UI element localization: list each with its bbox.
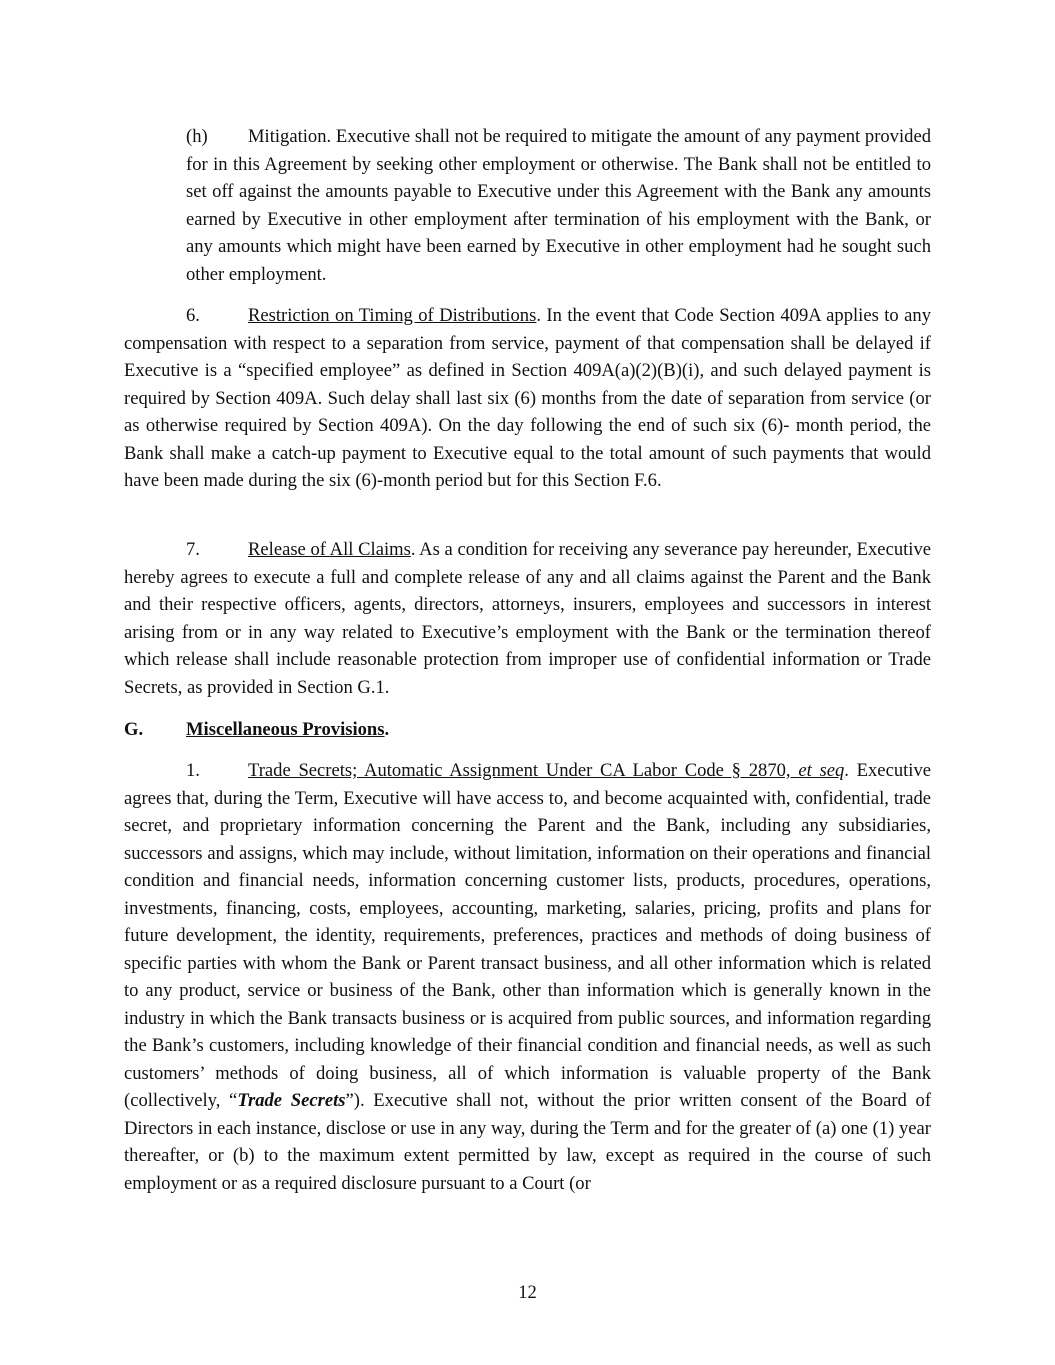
paragraph-7-number: 7. (186, 539, 200, 560)
paragraph-7-text: . As a condition for receiving any severance pay hereunder, Executive hereby agrees to execute a full and complete release of any and all claims against the Parent and the Bank and their respective officers, agents, directors, attorneys, insurers, employees and successors in interest arising from or in any way related to Executive’s employment with the Bank or the termination thereof which release shall include reasonable protection from improper use of confidential information or Trade Secrets, as provided in Section G.1. (124, 539, 931, 698)
paragraph-6 (124, 302, 931, 495)
paragraph-7 (124, 536, 931, 701)
paragraph-g1-title (248, 760, 844, 781)
defined-term-trade-secrets: Trade Secrets (237, 1090, 346, 1111)
paragraph-6-number: 6. (186, 305, 200, 326)
paragraph-7-title: Release of All Claims (248, 539, 411, 560)
paragraph-g1-text-before: . Executive agrees that, during the Term, Executive will have access to, and become acquainted with, confidential, trade secret, and proprietary information concerning the Parent and the Bank, including any subsidiaries, successors and assigns, which may include, without limitation, information on their operations and financial condition and financial needs, information concerning customer lists, products, procedures, operations, investments, financing, costs, employees, accounting, marketing, salaries, pricing, profits and plans for future development, the identity, requirements, preferences, practices and methods of doing business of specific parties with whom the Bank or Parent transact business, and all other information which is related to any product, service or business of the Bank, other than information which is generally known in the industry in which the Bank transacts business or is acquired from public sources, and information regarding the Bank’s customers, including knowledge of their financial condition and financial needs, as well as such customers’ methods of doing business, all of which information is valuable property of the Bank (collectively, “ (124, 760, 931, 1111)
paragraph-h-text: Mitigation. Executive shall not be required to mitigate the amount of any payment provided for in this Agreement by seeking other employment or otherwise. The Bank shall not be entitled to set off against the amounts payable to Executive under this Agreement with the Bank any amounts earned by Executive in other employment after termination of his employment with the Bank, or any amounts which might have been earned by Executive in other employment had he sought such other employment. (186, 126, 931, 285)
paragraph-h-label: (h) (186, 126, 208, 147)
section-g-suffix: . (384, 719, 390, 740)
paragraph-g1-title-italic: et seq (798, 760, 845, 781)
paragraph-g1 (124, 757, 931, 1197)
section-g-letter: G. (124, 719, 144, 740)
section-g-title: Miscellaneous Provisions (186, 719, 385, 740)
paragraph-6-title: Restriction on Timing of Distributions (248, 305, 537, 326)
paragraph-g1-title-text: Trade Secrets; Automatic Assignment Under CA Labor Code § 2870, (248, 760, 799, 781)
section-g-heading (124, 716, 389, 744)
paragraph-g1-number: 1. (186, 760, 200, 781)
paragraph-g1-text-after: ”). Executive shall not, without the prior written consent of the Board of Directors in each instance, disclose or use in any way, during the Term and for the greater of (a) one (1) year thereafter, or (b) to the maximum extent permitted by law, except as required in the course of such employment or as a required disclosure pursuant to a Court (or (124, 1090, 932, 1194)
page-number: 12 (518, 1282, 537, 1303)
paragraph-h (186, 123, 931, 288)
paragraph-6-text: . In the event that Code Section 409A applies to any compensation with respect to a separation from service, payment of that compensation shall be delayed if Executive is a “specified employee” as defined in Section 409A(a)(2)(B)(i), and such delayed payment is required by Section 409A. Such delay shall last six (6) months from the date of separation from service (or as otherwise required by Section 409A). On the day following the end of such six (6)- month period, the Bank shall make a catch-up payment to Executive equal to the total amount of such payments that would have been made during the six (6)-month period but for this Section F.6. (124, 305, 931, 491)
